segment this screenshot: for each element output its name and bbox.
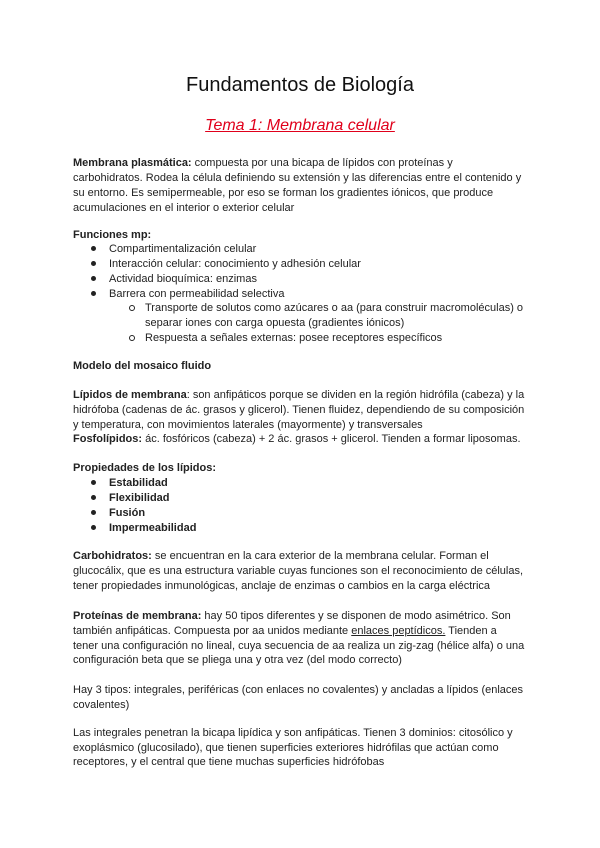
proteinas-line-3: tener una configuración no lineal, cuya secuencia de aa realiza un zig-zag (hélice alfa) o una	[73, 640, 525, 652]
funciones-item: Compartimentalización celular	[109, 243, 257, 255]
membrana-line-3: su entorno. Es semipermeable, por eso se forman los gradientes iónicos, que produce	[73, 187, 494, 199]
integrales-line-1: Las integrales penetran la bicapa lipídica y son anfipáticas. Tienen 3 dominios: citosólico y	[73, 727, 513, 739]
lipidos-line-3: y temperatura, con movimientos laterales (mayormente) y transversales	[73, 419, 423, 431]
tipos-line-2: covalentes)	[73, 699, 130, 711]
lipidos-term: Lípidos de membrana	[73, 389, 187, 401]
tipos-line-1: Hay 3 tipos: integrales, periféricas (con enlaces no covalentes) y ancladas a lípidos (enlaces	[73, 684, 524, 696]
funciones-heading: Funciones mp:	[73, 229, 152, 241]
propiedades-item: Estabilidad	[109, 477, 168, 489]
integrales-line-2: exoplásmico (glucosilado), que tienen superficies exteriores hidrófilas que actúan como	[73, 742, 499, 754]
proteinas-term: Proteínas de membrana:	[73, 610, 202, 622]
membrana-term: Membrana plasmática:	[73, 157, 192, 169]
bullet-icon	[91, 525, 96, 530]
bullet-icon	[91, 480, 96, 485]
bullet-icon	[91, 246, 96, 251]
enlaces-peptidicos-link[interactable]: enlaces peptídicos.	[351, 625, 446, 637]
funciones-subitem-cont: separar iones con carga opuesta (gradientes iónicos)	[145, 317, 405, 329]
propiedades-item: Impermeabilidad	[109, 522, 197, 534]
propiedades-heading: Propiedades de los lípidos:	[73, 462, 217, 474]
lipidos-line-2: hidrófoba (cadenas de ác. grasos y glicerol). Tienen fluidez, dependiendo de su composición	[73, 404, 525, 416]
page-subtitle: Tema 1: Membrana celular	[205, 117, 395, 134]
funciones-item: Interacción celular: conocimiento y adhesión celular	[109, 258, 361, 270]
mosaico-heading: Modelo del mosaico fluido	[73, 360, 212, 372]
fosfolipidos-line: Fosfolípidos: ác. fosfóricos (cabeza) + 2 ác. grasos + glicerol. Tienden a formar liposomas.	[73, 433, 521, 445]
sub-bullet-icon	[129, 335, 135, 341]
bullet-icon	[91, 261, 96, 266]
carbohidratos-term: Carbohidratos:	[73, 550, 152, 562]
carbohidratos-line-3: tener propiedades inmunológicas, anclaje de enzimas o cambios en la carga eléctrica	[73, 580, 491, 592]
carbohidratos-line-2: glucocálix, que es una estructura variable cuyas funciones son el reconocimiento de células,	[73, 565, 524, 577]
carbohidratos-line-1: Carbohidratos: se encuentran en la cara exterior de la membrana celular. Forman el	[73, 550, 489, 562]
page-title: Fundamentos de Biología	[186, 74, 414, 96]
bullet-icon	[91, 495, 96, 500]
funciones-subitem: Respuesta a señales externas: posee receptores específicos	[145, 332, 443, 344]
proteinas-line-1: Proteínas de membrana: hay 50 tipos diferentes y se disponen de modo asimétrico. Son	[73, 610, 511, 622]
funciones-item: Actividad bioquímica: enzimas	[109, 273, 257, 285]
bullet-icon	[91, 276, 96, 281]
funciones-subitem: Transporte de solutos como azúcares o aa (para construir macromoléculas) o	[145, 302, 524, 314]
sub-bullet-icon	[129, 305, 135, 311]
propiedades-item: Fusión	[109, 507, 146, 519]
funciones-item: Barrera con permeabilidad selectiva	[109, 288, 285, 300]
lipidos-line-1: Lípidos de membrana: son anfipáticos porque se dividen en la región hidrófila (cabeza) y la	[73, 389, 525, 401]
fosfolipidos-term: Fosfolípidos:	[73, 433, 143, 445]
integrales-line-3: receptores, y el central que tiene muchas superficies hidrófobas	[73, 756, 385, 768]
membrana-line-1: Membrana plasmática: compuesta por una bicapa de lípidos con proteínas y	[73, 157, 453, 169]
membrana-line-2: carbohidratos. Rodea la célula definiendo su extensión y las diferencias entre el contenido y	[73, 172, 522, 184]
propiedades-item: Flexibilidad	[109, 492, 170, 504]
membrana-line-4: acumulaciones en el interior o exterior celular	[73, 202, 295, 214]
bullet-icon	[91, 291, 96, 296]
bullet-icon	[91, 510, 96, 515]
proteinas-line-2: también anfipáticas. Compuesta por aa unidos mediante enlaces peptídicos. Tienden a	[73, 625, 497, 637]
proteinas-line-4: configuración beta que se pliega una y otra vez (del modo correcto)	[73, 654, 402, 666]
